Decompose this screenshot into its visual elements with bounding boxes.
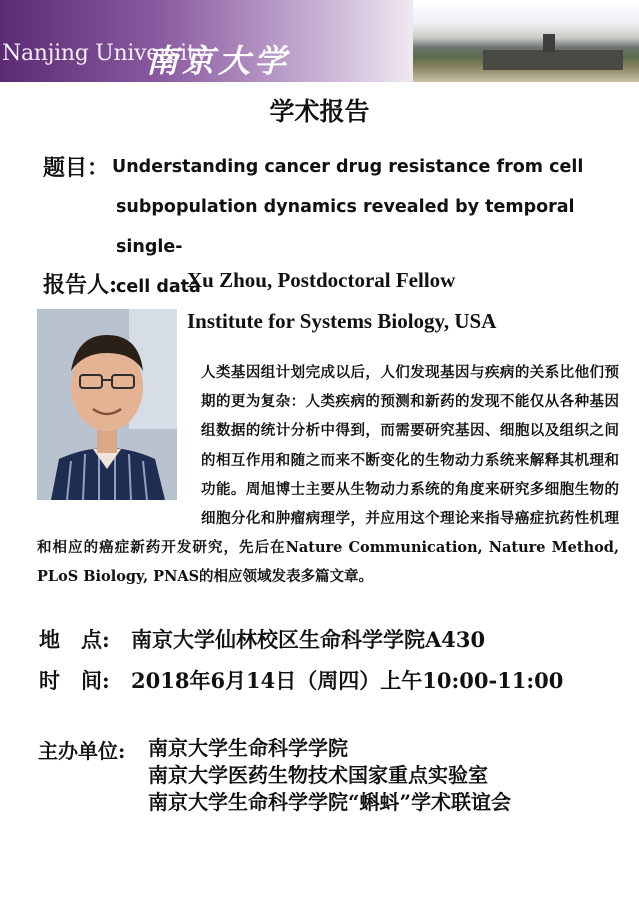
topic-line: cell data xyxy=(116,277,201,297)
organizer-item: 南京大学生命科学学院 xyxy=(148,736,348,760)
university-name-en: Nanjing University xyxy=(2,41,208,66)
time-label: 时 间: xyxy=(39,668,110,693)
organizers-list xyxy=(148,735,511,816)
organizer-item: 南京大学生命科学学院“蝌蚪”学术联谊会 xyxy=(148,790,512,814)
campus-photo xyxy=(413,0,639,82)
page-title: 学术报告 xyxy=(269,97,370,126)
time-value: 2018年6月14日（周四）上午10:00-11:00 xyxy=(131,668,564,693)
topic-line: subpopulation dynamics revealed by temporal single- xyxy=(116,197,575,257)
topic-label: 题目： xyxy=(43,155,110,181)
location-value: 南京大学仙林校区生命科学学院A430 xyxy=(131,627,486,652)
speaker-bio xyxy=(37,358,619,592)
bio-text: 人类基因组计划完成以后，人们发现基因与疾病的关系比他们预期的更为复杂：人类疾病的预测和新药的发现不能仅从各种基因组数据的统计分析中得到，而需要研究基因、细胞以及组织之间的相互作用和随之而来不断变化的生物动力系统来解释其机理和功能。周旭博士主要从生物动力系统的角度来研究多细胞生物的细胞分化和肿瘤病理学，并应用这个理论来指导癌症抗药性机理和相应的癌症新药开发研究，先后在Nature Communication, Nature Method, PLoS Biology, PNAS的相应领域发表多篇文章。 xyxy=(37,364,619,586)
topic-line: Understanding cancer drug resistance from cell xyxy=(112,157,584,177)
location-label: 地 点: xyxy=(39,627,110,652)
organizers-label: 主办单位: xyxy=(38,739,126,763)
speaker-affiliation: Institute for Systems Biology, USA xyxy=(187,309,497,333)
organizer-item: 南京大学医药生物技术国家重点实验室 xyxy=(148,763,488,787)
speaker-label: 报告人: xyxy=(43,272,118,298)
header-banner xyxy=(0,0,639,82)
speaker-name: Xu Zhou, Postdoctoral Fellow xyxy=(187,268,456,292)
university-name-cn: 南京大学 xyxy=(146,42,291,80)
